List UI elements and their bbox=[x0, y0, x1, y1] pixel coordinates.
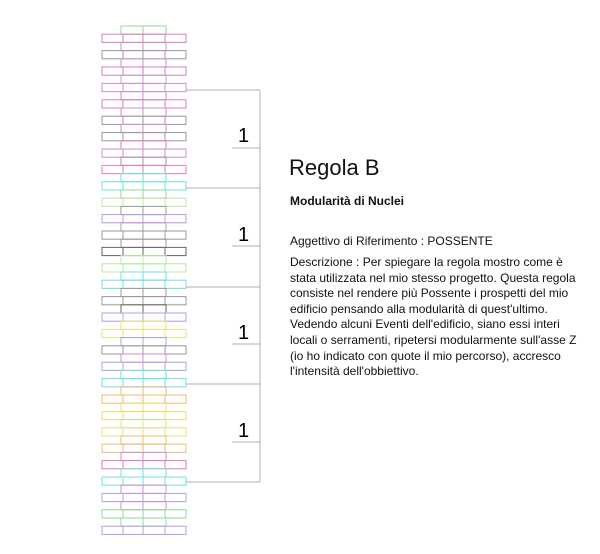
dimension-label-4: 1 bbox=[238, 420, 250, 442]
module-block-wide bbox=[102, 510, 186, 518]
module-block-wide bbox=[102, 313, 186, 321]
module-block-wide bbox=[102, 51, 186, 59]
module-block-wide bbox=[102, 444, 186, 452]
module-block-wide bbox=[102, 280, 186, 288]
module-block-wide bbox=[102, 83, 186, 91]
module-block-wide bbox=[102, 215, 186, 223]
dimension-label-3: 1 bbox=[238, 322, 250, 344]
module-block-wide bbox=[102, 411, 186, 419]
module-block-wide bbox=[102, 346, 186, 354]
dimension-label-2: 1 bbox=[238, 224, 250, 246]
dimension-label-1: 1 bbox=[238, 125, 250, 147]
module-block-wide bbox=[102, 297, 186, 305]
reference-adjective: Aggettivo di Riferimento : POSSENTE bbox=[290, 234, 493, 248]
module-block-wide bbox=[102, 379, 186, 387]
module-block-wide bbox=[102, 100, 186, 108]
module-block-wide bbox=[102, 428, 186, 436]
module-block-wide bbox=[102, 116, 186, 124]
module-block-wide bbox=[102, 329, 186, 337]
rule-description: Descrizione : Per spiegare la regola mostro come è stata utilizzata nel mio stesso progetto. Questa regola consiste nel rendere più Possente i prospetti del mio edificio pensando alla modularità di quest'ultimo. Vedendo alcuni Eventi dell'edificio, siano essi interi locali o serramenti, ripetersi modularmente sull'asse Z (io ho indicato con quote il mio percorso), accresco l'intensità dell'obbiettivo. bbox=[290, 255, 577, 379]
module-block-wide bbox=[102, 133, 186, 141]
module-block-wide bbox=[102, 264, 186, 272]
module-block-wide bbox=[102, 362, 186, 370]
module-block-wide bbox=[102, 67, 186, 75]
module-block-wide bbox=[102, 34, 186, 42]
module-block-wide bbox=[102, 247, 186, 255]
module-block-wide bbox=[102, 461, 186, 469]
stacked-modules bbox=[102, 26, 186, 534]
rule-title: Regola B bbox=[289, 155, 380, 180]
module-block-wide bbox=[102, 198, 186, 206]
module-block-wide bbox=[102, 395, 186, 403]
module-block-wide bbox=[102, 526, 186, 534]
module-block-wide bbox=[102, 477, 186, 485]
module-block-wide bbox=[102, 493, 186, 501]
module-block-wide bbox=[102, 165, 186, 173]
rule-subtitle: Modularità di Nuclei bbox=[290, 194, 405, 208]
module-block-wide bbox=[102, 182, 186, 190]
module-block-wide bbox=[102, 231, 186, 239]
module-block-wide bbox=[102, 149, 186, 157]
